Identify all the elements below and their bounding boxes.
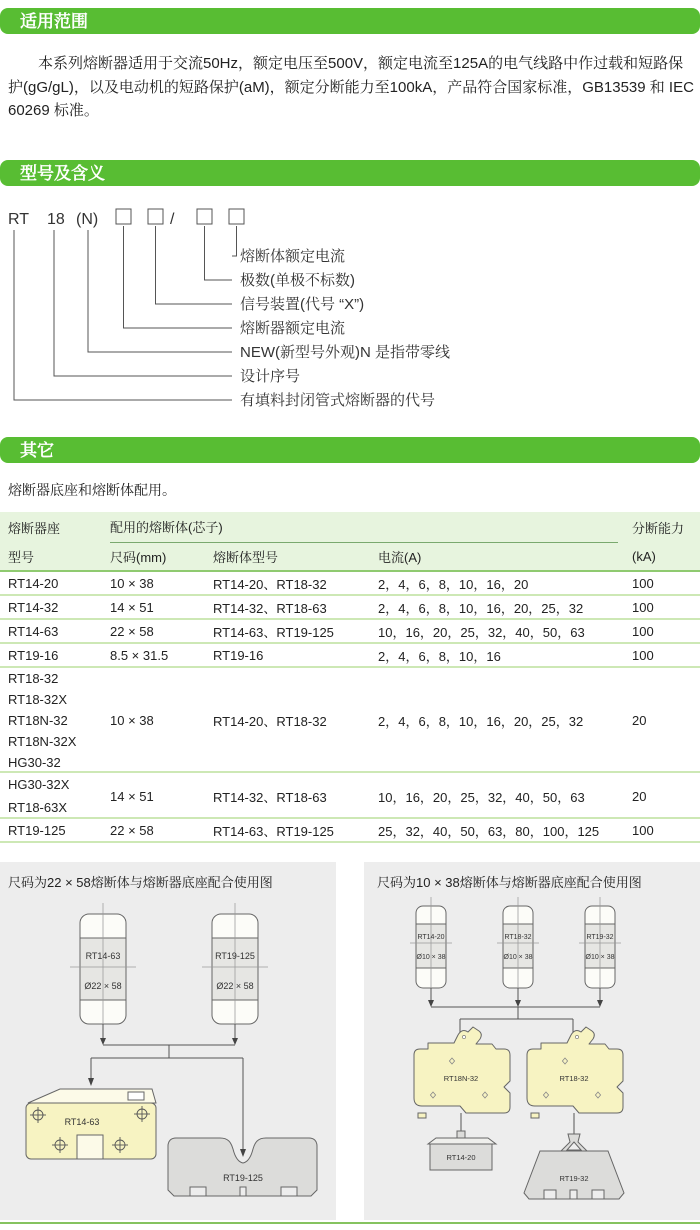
base-model-label: RT14-63 <box>64 1117 100 1127</box>
cell-base-model: RT14-20 <box>8 575 59 591</box>
cell-currents: 10，16，20，25，32，40，50，63 <box>378 789 585 805</box>
cell-fuse-models: RT14-63、RT19-125 <box>213 624 334 640</box>
table-header-row-groups <box>0 512 700 542</box>
model-code-design: 18 <box>47 211 65 228</box>
table-row-group <box>0 668 700 773</box>
table-header-row-columns <box>0 542 700 572</box>
cell-size: 10 × 38 <box>110 575 154 591</box>
cell-fuse-models: RT14-32、RT18-63 <box>213 789 327 805</box>
legend-label: 熔断体额定电流 <box>240 248 346 265</box>
model-code-legend-diagram <box>0 200 700 415</box>
cell-size: 22 × 58 <box>110 822 154 838</box>
fuse-cartridge <box>70 903 136 1045</box>
base-model-label: RT19-32 <box>559 1174 589 1183</box>
scope-paragraph: 本系列熔断器适用于交流50Hz，额定电压至500V，额定电流至125A的电气线路中作过载和短路保护(gG/gL)，以及电动机的短路保护(aM)，额定分断能力至100kA，产品符合国家标准，GB13539 和 IEC 60269 标准。 <box>8 55 694 119</box>
section-title: 适用范围 <box>20 12 88 31</box>
fuse-size-label: Ø10 × 38 <box>503 954 533 961</box>
cell-fuse-models: RT14-20、RT18-32 <box>213 714 327 729</box>
table-intro: 熔断器底座和熔断体配用。 <box>8 482 176 498</box>
table-row <box>0 644 700 668</box>
fuse-cartridge <box>579 897 621 1007</box>
cell-size: 22 × 58 <box>110 623 154 639</box>
section-banner-model-meaning <box>0 160 700 186</box>
cell-size: 14 × 51 <box>110 599 154 615</box>
cell-breaking: 100 <box>632 822 654 838</box>
legend-label: 极数(单极不标数) <box>240 272 355 289</box>
diagram-title: 尺码为10 × 38熔断体与熔断器底座配合使用图 <box>377 875 642 890</box>
header-fuse-group: 配用的熔断体(芯子) <box>110 512 618 543</box>
fuse-model-label: RT14-20 <box>417 934 445 941</box>
header-base-group: 熔断器座 <box>8 520 61 536</box>
arrowhead <box>100 1038 106 1045</box>
cell-fuse-models: RT14-32、RT18-63 <box>213 600 327 616</box>
cell-base-model: RT18N-32 <box>8 713 68 728</box>
header-size: 尺码(mm) <box>110 549 167 565</box>
cell-base-model: RT18N-32X <box>8 734 77 749</box>
page-bottom-rule <box>0 1222 700 1224</box>
holder-model-label: RT18-32 <box>559 1074 589 1083</box>
fuse-base-rt19-32 <box>524 1113 624 1199</box>
legend-label: 设计序号 <box>240 368 301 385</box>
cell-currents: 2，4，6，8，10，16 <box>378 648 501 664</box>
section-title: 型号及含义 <box>20 164 105 183</box>
cell-size: 10 × 38 <box>110 713 154 728</box>
fuse-base-rt14-63 <box>26 1089 156 1159</box>
arrowhead <box>597 1000 603 1007</box>
compatibility-table <box>0 512 700 843</box>
din-fuse-holder <box>527 1027 623 1118</box>
fuse-model-label: RT19-125 <box>215 951 255 961</box>
header-base-model: 型号 <box>8 549 35 565</box>
section-banner-other <box>0 437 700 463</box>
cell-fuse-models: RT14-63、RT19-125 <box>213 823 334 839</box>
diagram-panel-22x58 <box>0 862 336 1220</box>
cell-base-model: HG30-32X <box>8 777 70 792</box>
legend-label: 信号装置(代号 “X”) <box>240 296 365 313</box>
cell-base-model: RT18-32 <box>8 671 59 686</box>
fuse-size-label: Ø22 × 58 <box>216 981 254 991</box>
fuse-model-label: RT14-63 <box>85 951 121 961</box>
cell-breaking: 100 <box>632 623 654 639</box>
din-fuse-holder <box>414 1027 510 1118</box>
cell-breaking: 100 <box>632 647 654 663</box>
table-row <box>0 620 700 644</box>
fuse-cartridge <box>410 897 452 1007</box>
cell-currents: 2，4，6，8，10，16，20 <box>378 576 529 592</box>
cell-size: 14 × 51 <box>110 788 154 804</box>
header-current: 电流(A) <box>378 549 422 565</box>
diagram-title: 尺码为22 × 58熔断体与熔断器底座配合使用图 <box>8 875 273 890</box>
fuse-cartridge <box>202 903 268 1045</box>
section-banner-applicable-scope <box>0 8 700 34</box>
cell-currents: 10，16，20，25，32，40，50，63 <box>378 624 585 640</box>
arrowhead <box>232 1038 238 1045</box>
cell-base-model: HG30-32 <box>8 755 61 770</box>
cell-size: 8.5 × 31.5 <box>110 647 169 663</box>
arrowhead <box>428 1000 434 1007</box>
fuse-size-label: Ø22 × 58 <box>84 981 122 991</box>
section-title: 其它 <box>20 441 54 460</box>
cell-fuse-models: RT19-16 <box>213 647 264 663</box>
table-row-group <box>0 773 700 819</box>
cell-currents: 2，4，6，8，10，16，20，25，32 <box>378 600 584 616</box>
header-breaking-group: 分断能力 <box>632 520 685 536</box>
arrowhead <box>515 1000 521 1007</box>
fuse-size-label: Ø10 × 38 <box>585 954 615 961</box>
cell-breaking: 100 <box>632 575 654 591</box>
legend-leader-lines <box>14 226 237 400</box>
cell-currents: 2，4，6，8，10，16，20，25，32 <box>378 714 584 729</box>
cell-breaking: 20 <box>632 713 647 728</box>
model-code-neutral: (N) <box>76 211 99 228</box>
table-row <box>0 819 700 843</box>
header-fuse-model: 熔断体型号 <box>213 549 279 565</box>
cell-base-model: RT14-32 <box>8 599 59 615</box>
base-model-label: RT14-20 <box>446 1153 476 1162</box>
cell-fuse-models: RT14-20、RT18-32 <box>213 576 327 592</box>
cell-breaking: 20 <box>632 788 647 804</box>
cell-base-model: RT19-125 <box>8 822 66 838</box>
diagram-panel-10x38 <box>364 862 700 1220</box>
diagram-22x58 <box>0 893 336 1217</box>
table-row <box>0 572 700 596</box>
model-code-series: RT <box>8 211 30 228</box>
fuse-model-label: RT18-32 <box>504 934 532 941</box>
model-code-slash: / <box>170 211 175 228</box>
holder-model-label: RT18N-32 <box>443 1074 479 1083</box>
cell-breaking: 100 <box>632 599 654 615</box>
fuse-model-label: RT19-32 <box>586 934 614 941</box>
model-code-placeholder-boxes <box>116 209 244 224</box>
fuse-size-label: Ø10 × 38 <box>416 954 446 961</box>
fuse-base-rt14-20 <box>428 1113 496 1170</box>
header-breaking-unit: (kA) <box>632 548 656 564</box>
legend-label: 有填料封闭管式熔断器的代号 <box>240 392 436 409</box>
base-model-label: RT19-125 <box>223 1173 263 1183</box>
legend-label: 熔断器额定电流 <box>240 320 346 337</box>
fuse-cartridge <box>497 897 539 1007</box>
cell-base-model: RT18-32X <box>8 692 68 707</box>
cell-base-model: RT18-63X <box>8 800 68 815</box>
table-row <box>0 596 700 620</box>
diagram-10x38 <box>364 893 700 1217</box>
arrowhead <box>240 1149 246 1157</box>
cell-base-model: RT14-63 <box>8 623 59 639</box>
cell-base-model: RT19-16 <box>8 647 59 663</box>
cell-currents: 25，32，40，50，63，80，100，125 <box>378 823 600 839</box>
arrowhead <box>88 1078 94 1086</box>
legend-label: NEW(新型号外观)N 是指带零线 <box>240 344 450 361</box>
